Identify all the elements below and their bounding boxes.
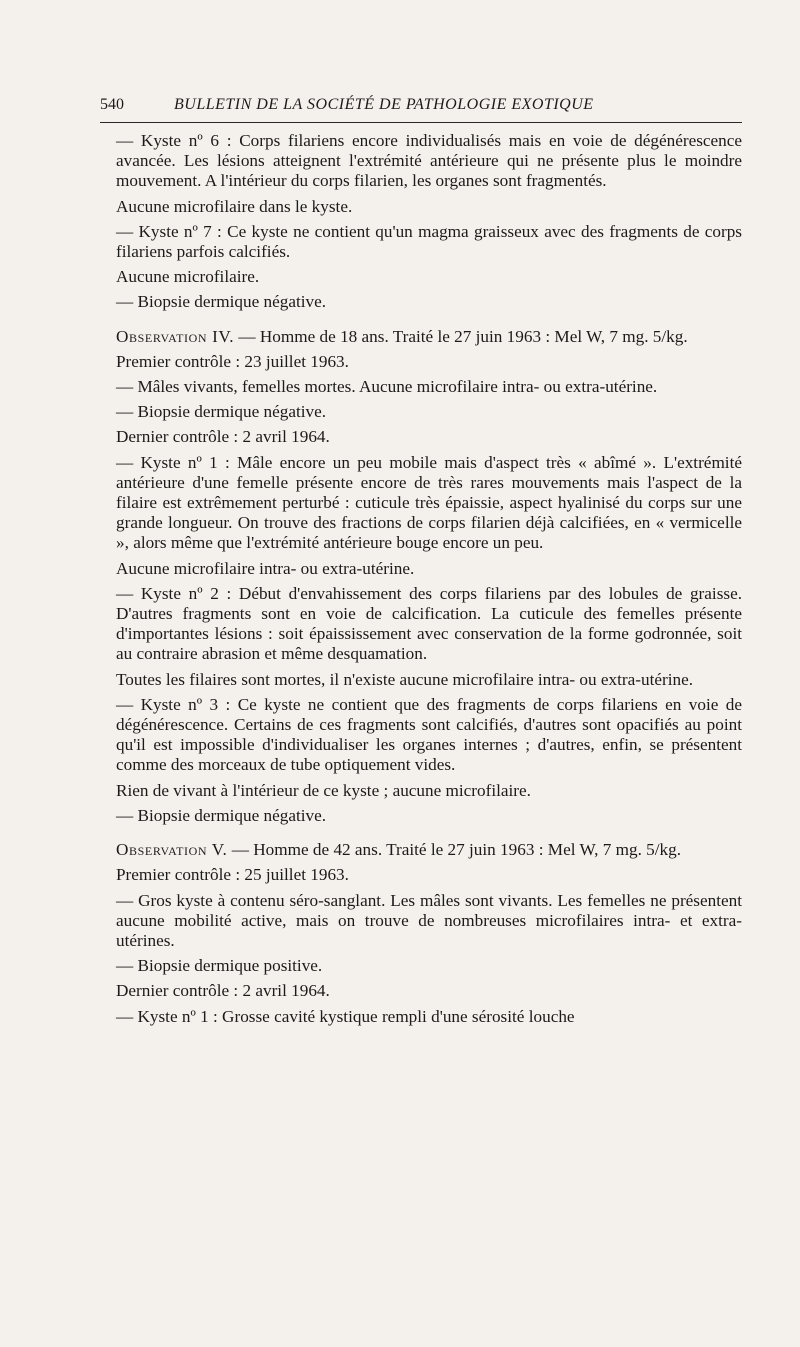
- paragraph: — Gros kyste à contenu séro-sanglant. Les mâles sont vivants. Les femelles ne présentent aucune mobilité active, mais on trouve de nombreuses microfilaires intra- et extra-utérines.: [116, 890, 742, 950]
- paragraph: Premier contrôle : 25 juillet 1963.: [116, 865, 349, 885]
- observation-label: Observation V.: [116, 840, 228, 860]
- paragraph: Rien de vivant à l'intérieur de ce kyste ; aucune microfilaire.: [116, 780, 531, 800]
- paragraph: Dernier contrôle : 2 avril 1964.: [116, 427, 330, 447]
- body-text: [116, 131, 742, 1032]
- observation-heading: Observation V. — Homme de 42 ans. Traité le 27 juin 1963 : Mel W, 7 mg. 5/kg.: [116, 840, 682, 860]
- paragraph: Aucune microfilaire.: [116, 267, 260, 287]
- paragraph: — Mâles vivants, femelles mortes. Aucune microfilaire intra- ou extra-utérine.: [116, 377, 658, 397]
- paragraph: Aucune microfilaire intra- ou extra-utérine.: [116, 558, 415, 578]
- running-title: BULLETIN DE LA SOCIÉTÉ DE PATHOLOGIE EXOTIQUE: [174, 96, 594, 113]
- paragraph: Dernier contrôle : 2 avril 1964.: [116, 981, 330, 1001]
- paragraph: — Biopsie dermique négative.: [116, 805, 327, 825]
- page-number: 540: [100, 96, 124, 113]
- paragraph: Premier contrôle : 23 juillet 1963.: [116, 351, 349, 371]
- page-header: [100, 94, 742, 123]
- paragraph: — Kyste nº 2 : Début d'envahissement des corps filariens par des lobules de graisse. D'autres fragments sont en voie de calcification. La cuticule des femelles présente d'importantes lésions : soit épaississement avec conservation de la forme godronnée, soit au contraire abrasion et même desquamation.: [116, 583, 742, 664]
- paragraph: — Biopsie dermique négative.: [116, 292, 327, 312]
- observation-label: Observation IV.: [116, 326, 235, 346]
- paragraph: — Biopsie dermique négative.: [116, 402, 327, 422]
- paragraph: — Kyste nº 7 : Ce kyste ne contient qu'un magma graisseux avec des fragments de corps filariens parfois calcifiés.: [116, 221, 742, 262]
- paragraph: Toutes les filaires sont mortes, il n'existe aucune microfilaire intra- ou extra-utérine.: [116, 669, 693, 689]
- paragraph: Aucune microfilaire dans le kyste.: [116, 196, 353, 216]
- observation-heading: Observation IV. — Homme de 18 ans. Traité le 27 juin 1963 : Mel W, 7 mg. 5/kg.: [116, 326, 688, 346]
- paragraph: — Kyste nº 1 : Mâle encore un peu mobile mais d'aspect très « abîmé ». L'extrémité antérieure d'une femelle présente encore de très rares mouvements mais l'aspect de la filaire est extrêmement perturbé : cuticule très épaissie, aspect hyalinisé du corps sur une grande longueur. On trouve des fractions de corps filarien déjà calcifiées, en « vermicelle », alors même que l'extrémité antérieure bouge encore un peu.: [116, 452, 742, 553]
- paragraph: — Kyste nº 1 : Grosse cavité kystique rempli d'une sérosité louche: [116, 1006, 575, 1026]
- paragraph: — Kyste nº 6 : Corps filariens encore individualisés mais en voie de dégénérescence avancée. Les lésions atteignent l'extrémité antérieure qui ne présente plus le moindre mouvement. A l'intérieur du corps filarien, les organes sont fragmentés.: [116, 131, 742, 191]
- paragraph: — Biopsie dermique positive.: [116, 956, 323, 976]
- paragraph: — Kyste nº 3 : Ce kyste ne contient que des fragments de corps filariens en voie de dégénérescence. Certains de ces fragments sont calcifiés, d'autres sont opacifiés au point qu'il est impossible d'individualiser les organes internes ; d'autres, enfin, se présentent comme des morceaux de tube optiquement vides.: [116, 694, 742, 775]
